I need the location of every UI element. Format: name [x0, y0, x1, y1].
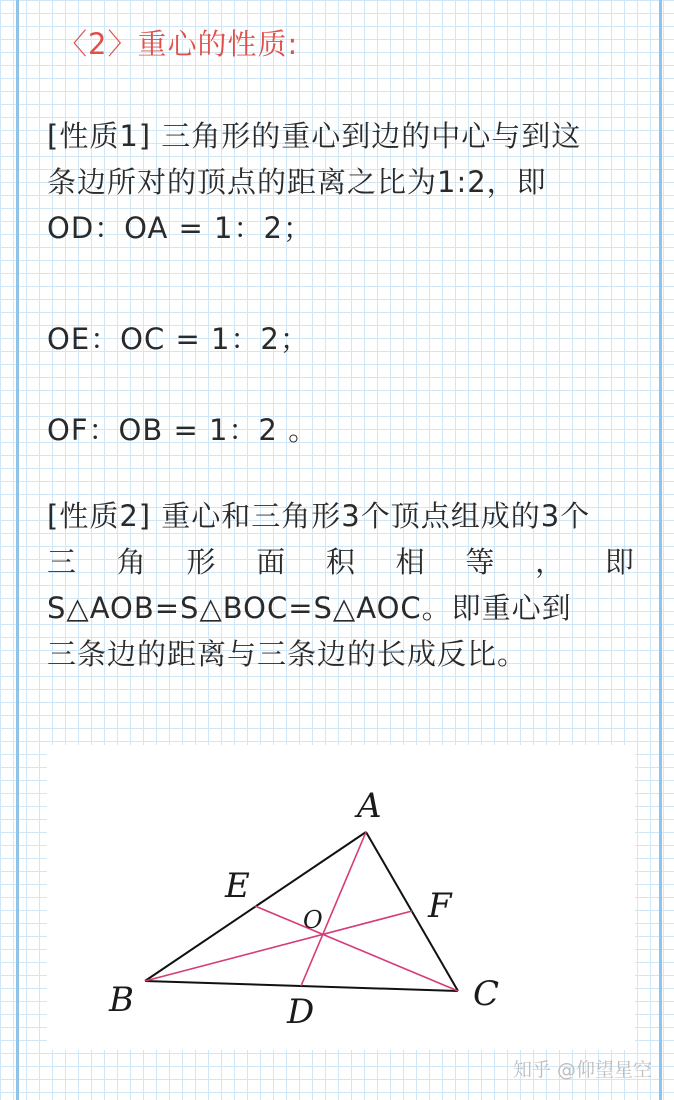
left-border	[16, 0, 19, 1100]
centroid-label-o: O	[303, 906, 323, 934]
section-heading: 〈2〉重心的性质:	[58, 27, 299, 61]
vertex-label-a: A	[357, 786, 382, 826]
property2-paragraph	[47, 493, 635, 677]
property2-char: ，	[535, 545, 566, 579]
property2-char: 积	[325, 545, 356, 579]
equation-of-ob: OF：OB = 1：2 。	[47, 413, 319, 447]
property2-line-1: [性质2] 重心和三角形3个顶点组成的3个	[47, 499, 591, 533]
midpoint-label-d: D	[287, 992, 315, 1032]
equation-oe-oc: OE：OC = 1：2；	[47, 322, 310, 356]
property2-char: 面	[256, 545, 287, 579]
triangle-diagram	[47, 745, 635, 1050]
vertex-label-b: B	[109, 980, 134, 1020]
vertex-label-c: C	[473, 974, 500, 1014]
property1-line-2: 条边所对的顶点的距离之比为1:2，即	[47, 165, 547, 199]
property2-char: 相	[395, 545, 426, 579]
median-bf	[145, 911, 412, 981]
property2-line-3: S△AOB=S△BOC=S△AOC。即重心到	[47, 591, 572, 625]
property1-line-3: OD：OA = 1：2；	[47, 211, 313, 245]
property2-char: 即	[604, 545, 635, 579]
property1-paragraph	[47, 113, 635, 251]
property2-char: 等	[465, 545, 496, 579]
midpoint-label-f: F	[428, 886, 452, 926]
midpoint-label-e: E	[225, 866, 250, 906]
centroid-figure	[47, 745, 635, 1050]
property1-line-1: [性质1] 三角形的重心到边的中心与到这	[47, 119, 582, 153]
property2-line-2	[47, 539, 635, 585]
watermark: 知乎 @仰望星空	[512, 1059, 652, 1081]
right-border	[659, 0, 662, 1100]
property2-char: 角	[116, 545, 147, 579]
property2-char: 形	[186, 545, 217, 579]
property2-char: 三	[47, 545, 78, 579]
property2-line-4: 三条边的距离与三条边的长成反比。	[47, 637, 528, 671]
